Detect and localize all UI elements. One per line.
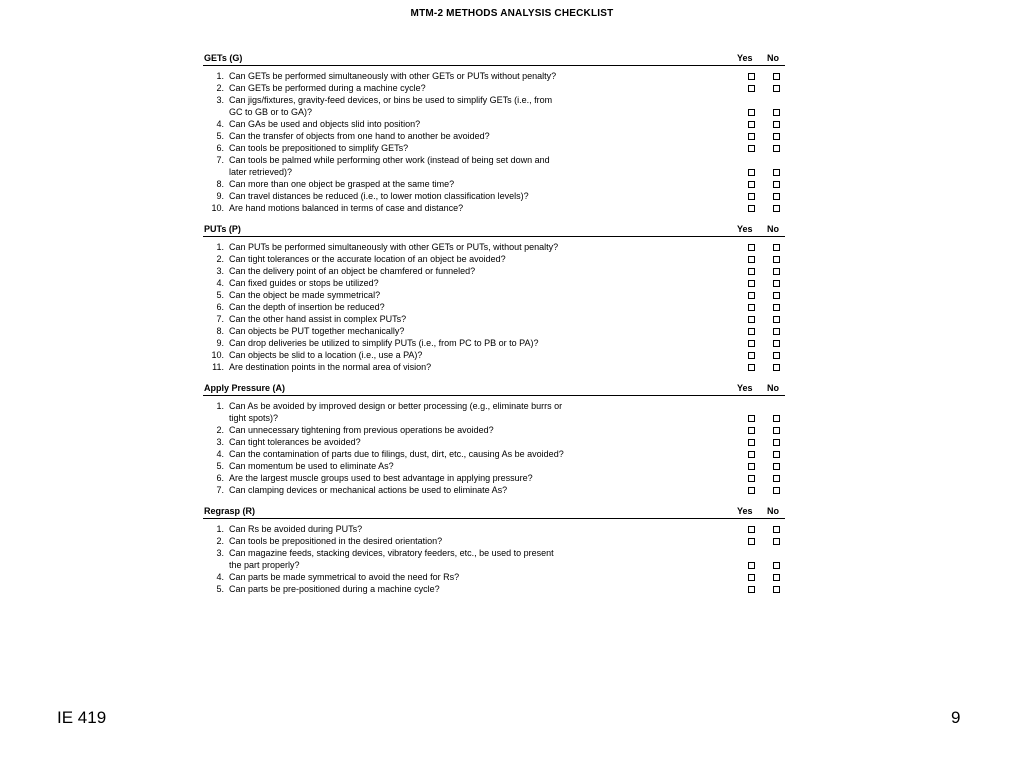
item-line [203, 118, 785, 130]
yes-column-header: Yes [737, 53, 753, 63]
checklist-item [203, 325, 785, 337]
item-text: Can tools be palmed while performing other work (instead of being set down and [229, 155, 550, 165]
item-text: Can momentum be used to eliminate As? [229, 461, 394, 471]
checklist-item [203, 400, 785, 424]
item-text: GC to GB or to GA)? [229, 107, 313, 117]
checklist-item [203, 154, 785, 178]
checklist-item [203, 241, 785, 253]
checklist-item [203, 571, 785, 583]
item-number: 2. [216, 536, 224, 546]
item-line [203, 571, 785, 583]
item-line [203, 94, 785, 106]
checklist-item [203, 202, 785, 214]
yes-checkbox[interactable] [748, 109, 755, 116]
no-checkbox[interactable] [773, 133, 780, 140]
no-checkbox[interactable] [773, 205, 780, 212]
no-checkbox[interactable] [773, 304, 780, 311]
yes-checkbox[interactable] [748, 364, 755, 371]
item-line [203, 154, 785, 166]
item-number: 8. [216, 179, 224, 189]
item-number: 2. [216, 254, 224, 264]
item-number: 1. [216, 242, 224, 252]
item-line [203, 523, 785, 535]
item-number: 10. [211, 350, 224, 360]
item-line [203, 142, 785, 154]
item-number: 7. [216, 485, 224, 495]
no-checkbox[interactable] [773, 181, 780, 188]
no-checkbox[interactable] [773, 574, 780, 581]
yes-checkbox[interactable] [748, 304, 755, 311]
item-text: Can GETs be performed simultaneously with other GETs or PUTs without penalty? [229, 71, 557, 81]
yes-checkbox[interactable] [748, 268, 755, 275]
no-checkbox[interactable] [773, 586, 780, 593]
item-line [203, 535, 785, 547]
checklist-item [203, 337, 785, 349]
item-line [203, 484, 785, 496]
checklist-section [203, 382, 785, 496]
item-number: 3. [216, 95, 224, 105]
no-checkbox[interactable] [773, 415, 780, 422]
item-text: Can tight tolerances or the accurate location of an object be avoided? [229, 254, 506, 264]
item-line [203, 313, 785, 325]
item-text: Can the other hand assist in complex PUTs? [229, 314, 407, 324]
yes-checkbox[interactable] [748, 145, 755, 152]
item-number: 6. [216, 143, 224, 153]
item-line [203, 325, 785, 337]
item-line [203, 412, 785, 424]
checklist-section [203, 52, 785, 214]
checklist-item [203, 460, 785, 472]
item-line [203, 241, 785, 253]
checklist-item [203, 289, 785, 301]
no-checkbox[interactable] [773, 169, 780, 176]
item-text: Can the transfer of objects from one hand to another be avoided? [229, 131, 490, 141]
item-number: 10. [211, 203, 224, 213]
item-number: 5. [216, 131, 224, 141]
item-text: the part properly? [229, 560, 300, 570]
yes-checkbox[interactable] [748, 181, 755, 188]
item-text: Can Rs be avoided during PUTs? [229, 524, 363, 534]
item-number: 4. [216, 572, 224, 582]
yes-checkbox[interactable] [748, 352, 755, 359]
item-text: Can As be avoided by improved design or better processing (e.g., eliminate burrs or [229, 401, 563, 411]
checklist-item [203, 190, 785, 202]
checklist-item [203, 535, 785, 547]
no-checkbox[interactable] [773, 145, 780, 152]
checklist-item [203, 436, 785, 448]
item-number [203, 559, 229, 571]
section-header [203, 223, 785, 237]
item-line [203, 178, 785, 190]
checklist-item [203, 277, 785, 289]
yes-checkbox[interactable] [748, 73, 755, 80]
item-number: 9. [216, 338, 224, 348]
item-line [203, 436, 785, 448]
item-text: Can parts be pre-positioned during a machine cycle? [229, 584, 440, 594]
no-checkbox[interactable] [773, 328, 780, 335]
checklist-item [203, 253, 785, 265]
item-line [203, 289, 785, 301]
item-line [203, 106, 785, 118]
no-checkbox[interactable] [773, 256, 780, 263]
item-line [203, 70, 785, 82]
section-title: Apply Pressure (A) [204, 383, 286, 393]
item-text: later retrieved)? [229, 167, 293, 177]
item-text: Can objects be slid to a location (i.e., use a PA)? [229, 350, 423, 360]
course-label: IE 419 [57, 708, 107, 727]
item-text: Can the contamination of parts due to filings, dust, dirt, etc., causing As be avoided? [229, 449, 564, 459]
item-number: 3. [216, 266, 224, 276]
section-title: Regrasp (R) [204, 506, 256, 516]
item-text: Can parts be made symmetrical to avoid the need for Rs? [229, 572, 460, 582]
no-column-header: No [767, 506, 779, 516]
yes-checkbox[interactable] [748, 316, 755, 323]
no-checkbox[interactable] [773, 487, 780, 494]
no-checkbox[interactable] [773, 352, 780, 359]
no-column-header: No [767, 53, 779, 63]
item-number: 1. [216, 71, 224, 81]
yes-column-header: Yes [737, 383, 753, 393]
item-number: 11. [212, 362, 224, 372]
checklist-item [203, 130, 785, 142]
item-text: Are hand motions balanced in terms of case and distance? [229, 203, 464, 213]
item-number [203, 166, 229, 178]
item-line [203, 253, 785, 265]
yes-checkbox[interactable] [748, 439, 755, 446]
checklist-item [203, 484, 785, 496]
yes-checkbox[interactable] [748, 427, 755, 434]
item-number: 7. [216, 314, 224, 324]
item-text: Can PUTs be performed simultaneously with other GETs or PUTs, without penalty? [229, 242, 559, 252]
item-text: Can magazine feeds, stacking devices, vibratory feeders, etc., be used to present [229, 548, 554, 558]
checklist-item [203, 313, 785, 325]
checklist-item [203, 448, 785, 460]
item-line [203, 277, 785, 289]
yes-checkbox[interactable] [748, 205, 755, 212]
item-text: Can clamping devices or mechanical actions be used to eliminate As? [229, 485, 508, 495]
no-checkbox[interactable] [773, 562, 780, 569]
no-checkbox[interactable] [773, 538, 780, 545]
yes-checkbox[interactable] [748, 415, 755, 422]
item-line [203, 202, 785, 214]
item-line [203, 337, 785, 349]
item-number: 4. [216, 449, 224, 459]
item-number: 5. [216, 461, 224, 471]
item-number: 6. [216, 302, 224, 312]
item-text: Can more than one object be grasped at the same time? [229, 179, 455, 189]
yes-checkbox[interactable] [748, 328, 755, 335]
yes-checkbox[interactable] [748, 193, 755, 200]
checklist-section [203, 223, 785, 373]
item-line [203, 424, 785, 436]
yes-checkbox[interactable] [748, 574, 755, 581]
item-line [203, 559, 785, 571]
item-number: 3. [216, 548, 224, 558]
no-checkbox[interactable] [773, 85, 780, 92]
checklist-item [203, 265, 785, 277]
section-header [203, 52, 785, 66]
item-line [203, 301, 785, 313]
yes-checkbox[interactable] [748, 280, 755, 287]
yes-checkbox[interactable] [748, 292, 755, 299]
checklist-item [203, 361, 785, 373]
no-checkbox[interactable] [773, 268, 780, 275]
yes-checkbox[interactable] [748, 538, 755, 545]
yes-checkbox[interactable] [748, 169, 755, 176]
item-text: Can drop deliveries be utilized to simplify PUTs (i.e., from PC to PB or to PA)? [229, 338, 539, 348]
item-number: 9. [216, 191, 224, 201]
item-number [203, 412, 229, 424]
no-checkbox[interactable] [773, 109, 780, 116]
no-checkbox[interactable] [773, 244, 780, 251]
item-text: Can unnecessary tightening from previous operations be avoided? [229, 425, 494, 435]
no-checkbox[interactable] [773, 121, 780, 128]
checklist-item [203, 424, 785, 436]
no-checkbox[interactable] [773, 451, 780, 458]
item-line [203, 460, 785, 472]
section-title: GETs (G) [204, 53, 243, 63]
item-text: Are destination points in the normal area of vision? [229, 362, 432, 372]
no-checkbox[interactable] [773, 364, 780, 371]
checklist-item [203, 301, 785, 313]
checklist [203, 52, 785, 604]
checklist-item [203, 70, 785, 82]
yes-checkbox[interactable] [748, 562, 755, 569]
section-title: PUTs (P) [204, 224, 241, 234]
item-number: 4. [216, 278, 224, 288]
no-checkbox[interactable] [773, 73, 780, 80]
item-line [203, 361, 785, 373]
item-text: Can tools be prepositioned to simplify GETs? [229, 143, 409, 153]
checklist-item [203, 349, 785, 361]
item-line [203, 166, 785, 178]
no-checkbox[interactable] [773, 316, 780, 323]
no-column-header: No [767, 383, 779, 393]
yes-checkbox[interactable] [748, 340, 755, 347]
no-checkbox[interactable] [773, 427, 780, 434]
no-checkbox[interactable] [773, 475, 780, 482]
item-line [203, 472, 785, 484]
item-text: Can fixed guides or stops be utilized? [229, 278, 379, 288]
item-number: 5. [216, 584, 224, 594]
item-line [203, 82, 785, 94]
checklist-section [203, 505, 785, 595]
yes-checkbox[interactable] [748, 121, 755, 128]
checklist-item [203, 547, 785, 571]
no-checkbox[interactable] [773, 193, 780, 200]
checklist-item [203, 118, 785, 130]
item-line [203, 547, 785, 559]
item-number: 8. [216, 326, 224, 336]
yes-column-header: Yes [737, 224, 753, 234]
item-line [203, 583, 785, 595]
no-checkbox[interactable] [773, 292, 780, 299]
section-header [203, 505, 785, 519]
item-number: 2. [216, 425, 224, 435]
no-checkbox[interactable] [773, 526, 780, 533]
item-number [203, 106, 229, 118]
item-text: Can the object be made symmetrical? [229, 290, 381, 300]
checklist-item [203, 523, 785, 535]
yes-checkbox[interactable] [748, 133, 755, 140]
item-line [203, 448, 785, 460]
item-line [203, 265, 785, 277]
section-header [203, 382, 785, 396]
checklist-item [203, 94, 785, 118]
item-text: Are the largest muscle groups used to best advantage in applying pressure? [229, 473, 533, 483]
yes-column-header: Yes [737, 506, 753, 516]
no-checkbox[interactable] [773, 280, 780, 287]
yes-checkbox[interactable] [748, 451, 755, 458]
item-number: 2. [216, 83, 224, 93]
no-column-header: No [767, 224, 779, 234]
no-checkbox[interactable] [773, 439, 780, 446]
item-text: Can travel distances be reduced (i.e., to lower motion classification levels)? [229, 191, 529, 201]
item-number: 6. [216, 473, 224, 483]
yes-checkbox[interactable] [748, 463, 755, 470]
item-number: 3. [216, 437, 224, 447]
item-number: 5. [216, 290, 224, 300]
yes-checkbox[interactable] [748, 487, 755, 494]
item-text: Can the delivery point of an object be chamfered or funneled? [229, 266, 476, 276]
item-line [203, 349, 785, 361]
yes-checkbox[interactable] [748, 256, 755, 263]
yes-checkbox[interactable] [748, 586, 755, 593]
item-text: Can tools be prepositioned in the desired orientation? [229, 536, 443, 546]
item-text: Can tight tolerances be avoided? [229, 437, 361, 447]
checklist-item [203, 82, 785, 94]
checklist-item [203, 472, 785, 484]
page-number: 9 [951, 708, 961, 727]
yes-checkbox[interactable] [748, 244, 755, 251]
item-line [203, 130, 785, 142]
no-checkbox[interactable] [773, 340, 780, 347]
yes-checkbox[interactable] [748, 85, 755, 92]
item-text: Can the depth of insertion be reduced? [229, 302, 385, 312]
item-text: Can GETs be performed during a machine cycle? [229, 83, 426, 93]
document-title: MTM-2 METHODS ANALYSIS CHECKLIST [410, 8, 614, 19]
no-checkbox[interactable] [773, 463, 780, 470]
item-line [203, 190, 785, 202]
item-number: 7. [216, 155, 224, 165]
item-number: 4. [216, 119, 224, 129]
item-line [203, 400, 785, 412]
item-number: 1. [216, 401, 224, 411]
item-text: Can objects be PUT together mechanically? [229, 326, 405, 336]
checklist-item [203, 583, 785, 595]
item-number: 1. [216, 524, 224, 534]
yes-checkbox[interactable] [748, 475, 755, 482]
item-text: Can GAs be used and objects slid into position? [229, 119, 421, 129]
checklist-item [203, 178, 785, 190]
item-text: Can jigs/fixtures, gravity-feed devices, or bins be used to simplify GETs (i.e., from [229, 95, 553, 105]
yes-checkbox[interactable] [748, 526, 755, 533]
item-text: tight spots)? [229, 413, 279, 423]
checklist-item [203, 142, 785, 154]
